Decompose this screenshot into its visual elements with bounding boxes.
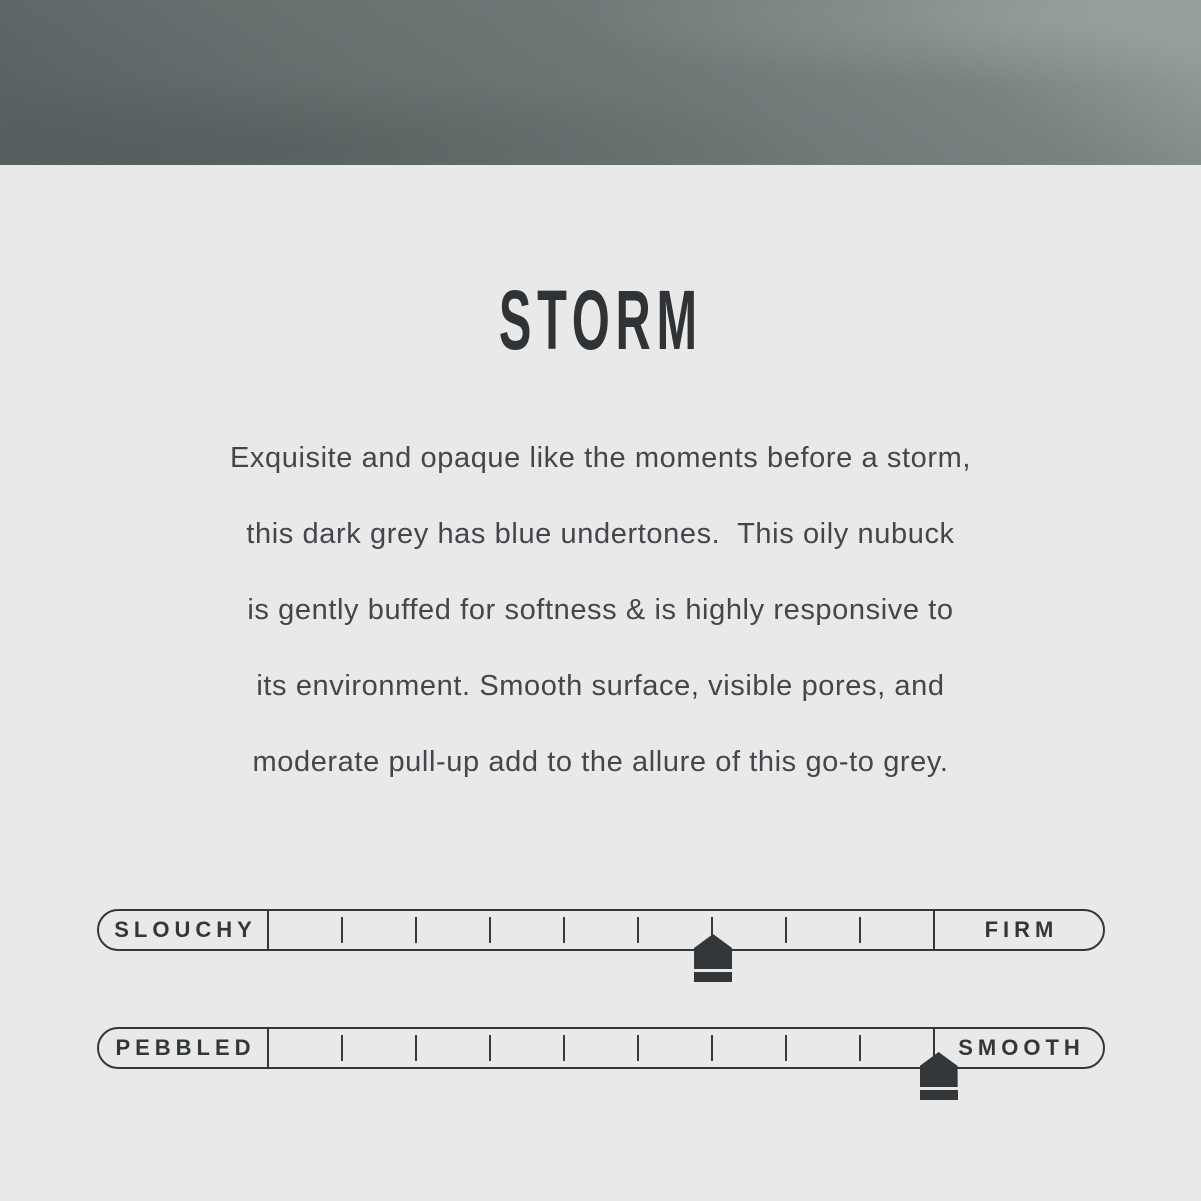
firmness-scale-max-label: FIRM [933, 911, 1103, 949]
marker-pin-base [920, 1090, 958, 1100]
page-title-text: STORM [498, 273, 703, 367]
scale-tick [785, 1035, 787, 1061]
marker-pin-shape [694, 934, 732, 969]
texture-scale-min-label: PEBBLED [99, 1029, 269, 1067]
scale-tick [711, 1035, 713, 1061]
texture-scale [97, 1027, 1105, 1069]
scale-tick [859, 1035, 861, 1061]
scale-tick [415, 917, 417, 943]
scale-tick [637, 1035, 639, 1061]
scale-tick [489, 1035, 491, 1061]
firmness-scale [97, 909, 1105, 951]
scale-tick [563, 1035, 565, 1061]
leather-swatch-image [0, 0, 1201, 165]
description-line: Exquisite and opaque like the moments before a storm, [229, 442, 972, 474]
firmness-scale-marker-icon [694, 934, 732, 982]
scale-tick [341, 917, 343, 943]
description-line: is gently buffed for softness & is highly responsive to [247, 594, 954, 626]
texture-scale-ticks [269, 1029, 933, 1067]
description-line: its environment. Smooth surface, visible pores, and [256, 670, 945, 702]
texture-scale-marker-icon [920, 1052, 958, 1100]
description-line: this dark grey has blue undertones. This oily nubuck [246, 518, 955, 550]
scale-tick [489, 917, 491, 943]
scale-tick [563, 917, 565, 943]
product-description [0, 420, 1201, 800]
texture-scale-max-label: SMOOTH [933, 1029, 1103, 1067]
scale-tick [637, 917, 639, 943]
firmness-scale-min-label: SLOUCHY [99, 911, 269, 949]
scale-tick [415, 1035, 417, 1061]
page-title [0, 270, 1201, 370]
description-line: moderate pull-up add to the allure of this go-to grey. [252, 746, 949, 778]
leather-texture [0, 0, 1201, 165]
scale-tick [341, 1035, 343, 1061]
marker-pin-shape [920, 1052, 958, 1087]
scale-tick [859, 917, 861, 943]
marker-pin-base [694, 972, 732, 982]
scale-tick [785, 917, 787, 943]
firmness-scale-ticks [269, 911, 933, 949]
